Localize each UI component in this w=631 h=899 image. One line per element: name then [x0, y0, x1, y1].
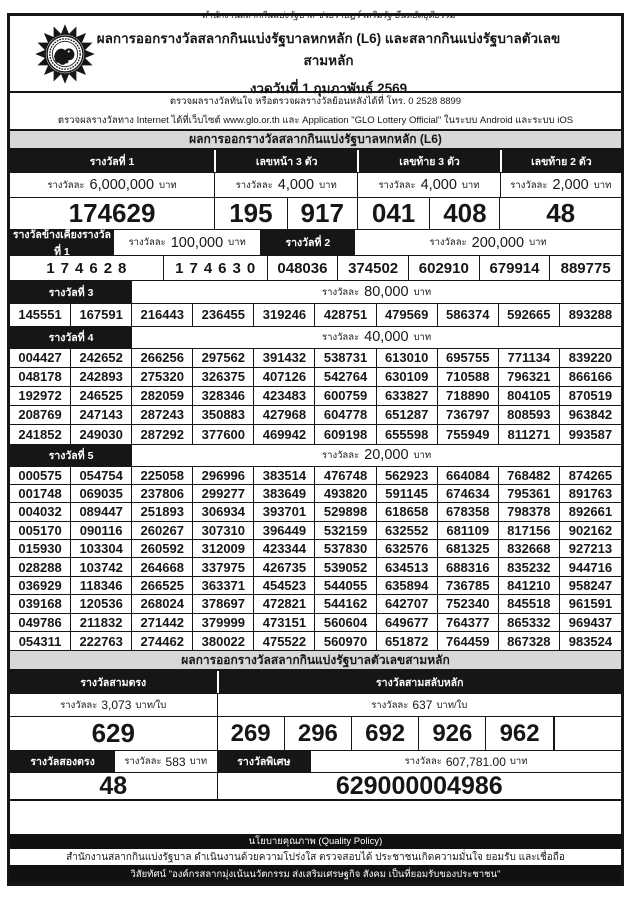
prize-number: 307310: [193, 522, 254, 540]
prize-number: 469942: [254, 425, 315, 444]
prize-number: 866166: [560, 368, 621, 387]
prize-number: 275320: [132, 368, 193, 387]
prize-number: 090116: [71, 522, 132, 540]
prize-number: 613010: [377, 349, 438, 368]
prize-number: 120536: [71, 595, 132, 613]
prize-number: 600759: [315, 387, 376, 406]
prize-number: 651872: [377, 632, 438, 650]
special-prize-amount: รางวัลละ 607,781.00 บาท: [311, 751, 621, 772]
prize-number: 892661: [560, 503, 621, 521]
prize-number: 222763: [71, 632, 132, 650]
prize-number: 642707: [377, 595, 438, 613]
prize-number: 845518: [499, 595, 560, 613]
prize-number: 383514: [254, 467, 315, 485]
prize-number: 736785: [438, 577, 499, 595]
prize-number: 269: [218, 717, 285, 750]
prize-number: 426735: [254, 558, 315, 576]
prize-number: 718890: [438, 387, 499, 406]
prize-number: 296: [285, 717, 352, 750]
prize-number: 103742: [71, 558, 132, 576]
prize-number: 001748: [10, 485, 71, 503]
prize-number: 396449: [254, 522, 315, 540]
prize-number: 015930: [10, 540, 71, 558]
prize-number: 710588: [438, 368, 499, 387]
prize-number: 103304: [71, 540, 132, 558]
prize-number: 808593: [499, 406, 560, 425]
prize-number: 832668: [499, 540, 560, 558]
prize-number: 048036: [268, 256, 339, 280]
prize-number: 287243: [132, 406, 193, 425]
prize-number: 377600: [193, 425, 254, 444]
prize-number: 927213: [560, 540, 621, 558]
front3-label: เลขหน้า 3 ตัว: [214, 150, 357, 172]
prize-number: 681325: [438, 540, 499, 558]
adjacent-prize-amount: รางวัลละ 100,000 บาท: [114, 230, 261, 255]
prize-number: 299277: [193, 485, 254, 503]
prize-number: 264668: [132, 558, 193, 576]
prize-number: 768482: [499, 467, 560, 485]
prize-number: 236455: [193, 304, 254, 326]
straight3-amount: รางวัลละ 3,073 บาท/ใบ: [60, 698, 167, 713]
prize-number: 529898: [315, 503, 376, 521]
special-prize-label: รางวัลพิเศษ: [217, 751, 312, 772]
prize-number: 427968: [254, 406, 315, 425]
prize-number: 145551: [10, 304, 71, 326]
n3-section-title: ผลการออกรางวัลสลากกินแบ่งรัฐบาลตัวเลขสามหลัก: [10, 651, 621, 671]
first-prize-amount: รางวัลละ 6,000,000 บาท: [47, 177, 177, 193]
third-prize-numbers: [10, 304, 621, 327]
prize-number: 493820: [315, 485, 376, 503]
last3-number-2: 408: [429, 198, 499, 229]
adjacent-number-2: 174630: [163, 256, 267, 280]
prize-number: 630109: [377, 368, 438, 387]
last2-number: 48: [499, 198, 621, 229]
front3-number-2: 917: [287, 198, 357, 229]
prize-number: 069035: [71, 485, 132, 503]
prize-number: 764377: [438, 614, 499, 632]
prize-number: 649677: [377, 614, 438, 632]
third-prize-amount: รางวัลละ 80,000 บาท: [322, 284, 432, 300]
prize-number: 306934: [193, 503, 254, 521]
prize-number: 378697: [193, 595, 254, 613]
prize-number: 472821: [254, 595, 315, 613]
prize-number: 000575: [10, 467, 71, 485]
prize-number: 893288: [568, 307, 613, 323]
prize-number: 476748: [315, 467, 376, 485]
prize-number: 891763: [560, 485, 621, 503]
prize-number: 958247: [560, 577, 621, 595]
first-prize-number: 174629: [68, 198, 156, 228]
prize-number: 326375: [193, 368, 254, 387]
prize-number: 423344: [254, 540, 315, 558]
prize-number: 208769: [10, 406, 71, 425]
second-prize-label: รางวัลที่ 2: [260, 230, 355, 255]
fifth-prize-amount: รางวัลละ 20,000 บาท: [322, 447, 432, 463]
prize-number: 969437: [560, 614, 621, 632]
prize-number: 632576: [377, 540, 438, 558]
prize-number: 296996: [193, 467, 254, 485]
prize-number: 841210: [499, 577, 560, 595]
fifth-prize-header-row: [10, 445, 621, 467]
prize-number: 004032: [10, 503, 71, 521]
prize-number: 771134: [499, 349, 560, 368]
prize-number: 651287: [377, 406, 438, 425]
permuted3-amount: รางวัลละ 637 บาท/ใบ: [217, 694, 621, 716]
prize-number: 039168: [10, 595, 71, 613]
prize-number: 736797: [438, 406, 499, 425]
n3-amount-row: [10, 694, 621, 717]
prize-number: 811271: [499, 425, 560, 444]
glo-emblem-icon: [34, 23, 96, 85]
page-frame: [7, 10, 624, 886]
quality-policy-text: สำนักงานสลากกินแบ่งรัฐบาล ดำเนินงานด้วยความโปร่งใส ตรวจสอบได้ ประชาชนเกิดความมั่นใจ ยอมรับ และเชื่อถือ: [66, 851, 565, 863]
prize-number: 962: [486, 717, 553, 750]
prize-number: 695755: [438, 349, 499, 368]
straight3-label: รางวัลสามตรง: [10, 671, 217, 693]
straight2-special-numbers-row: [10, 773, 621, 801]
prize-number: 681109: [438, 522, 499, 540]
prize-number: 454523: [254, 577, 315, 595]
prize-number: 944716: [560, 558, 621, 576]
prize-number: 798378: [499, 503, 560, 521]
prize-number: 963842: [560, 406, 621, 425]
prize-number: 539052: [315, 558, 376, 576]
second-prize-numbers: [267, 256, 621, 280]
fifth-prize-label: รางวัลที่ 5: [10, 445, 132, 466]
prize-number: 054311: [10, 632, 71, 650]
prize-number: 374502: [338, 256, 409, 280]
prize-number: 036929: [10, 577, 71, 595]
prize-number: 560970: [315, 632, 376, 650]
last3-number-1: 041: [357, 198, 430, 229]
fifth-prize-numbers: [10, 467, 621, 652]
prize-number: 692: [352, 717, 419, 750]
prize-number: 028288: [10, 558, 71, 576]
fourth-prize-numbers: [10, 349, 621, 445]
header-text: [96, 8, 611, 99]
prize-number: 679914: [480, 256, 551, 280]
prize-number: 764459: [438, 632, 499, 650]
n3-numbers-row: [10, 717, 621, 751]
prize-number: 537830: [315, 540, 376, 558]
prize-number: 544162: [315, 595, 376, 613]
prize-number: 674634: [438, 485, 499, 503]
prize-number: 752340: [438, 595, 499, 613]
straight3-number: 629: [91, 718, 135, 749]
prize-number: 241852: [10, 425, 71, 444]
prize-number: 407126: [254, 368, 315, 387]
prize-number: 961591: [560, 595, 621, 613]
first-prize-label: รางวัลที่ 1: [10, 150, 214, 172]
prize-number: 363371: [193, 577, 254, 595]
prize-number: 544055: [315, 577, 376, 595]
prize-number: 591145: [377, 485, 438, 503]
prize-number: 246525: [71, 387, 132, 406]
prize-number: 562923: [377, 467, 438, 485]
prize-number: 926: [419, 717, 486, 750]
prize-number: 237806: [132, 485, 193, 503]
prize-number: 287292: [132, 425, 193, 444]
prize-number: 297562: [193, 349, 254, 368]
prize-number: 266525: [132, 577, 193, 595]
prize-number: 225058: [132, 467, 193, 485]
prize-number: 328346: [193, 387, 254, 406]
prize-number: 804105: [499, 387, 560, 406]
draw-date: งวดวันที่ 1 กุมภาพันธ์ 2569: [249, 81, 408, 96]
prize-number: 350883: [193, 406, 254, 425]
prize-number: 260267: [132, 522, 193, 540]
adjacent-second-numbers-row: [10, 256, 621, 281]
prize-number: 865332: [499, 614, 560, 632]
prize-number: 618658: [377, 503, 438, 521]
permuted3-numbers: [218, 717, 554, 750]
permuted3-empty-cell: [554, 717, 621, 750]
n3-header-row: [10, 671, 621, 694]
prize-number: 874265: [560, 467, 621, 485]
prize-number: 242893: [71, 368, 132, 387]
prize-number: 632552: [377, 522, 438, 540]
prize-number: 604778: [315, 406, 376, 425]
prize-number: 655598: [377, 425, 438, 444]
last2-label: เลขท้าย 2 ตัว: [500, 150, 621, 172]
header: [10, 10, 621, 96]
straight2-amount: รางวัลละ 583 บาท: [115, 751, 216, 772]
page-title: ผลการออกรางวัลสลากกินแบ่งรัฐบาลหกหลัก (L6) และสลากกินแบ่งรัฐบาลตัวเลขสามหลัก: [96, 31, 561, 68]
prize-number: 867328: [499, 632, 560, 650]
last3-label: เลขท้าย 3 ตัว: [357, 150, 499, 172]
prize-number: 678358: [438, 503, 499, 521]
prize-number: 271442: [132, 614, 193, 632]
prize-number: 249030: [71, 425, 132, 444]
prize-number: 428751: [315, 304, 376, 326]
fourth-prize-amount: รางวัลละ 40,000 บาท: [322, 329, 432, 345]
prize-number: 889775: [560, 259, 611, 277]
l6-prize-header-row: [10, 150, 621, 173]
prize-number: 379999: [193, 614, 254, 632]
straight2-number: 48: [99, 771, 128, 800]
adjacent-second-header-row: [10, 230, 621, 256]
prize-number: 192972: [10, 387, 71, 406]
blank-strip: [10, 801, 621, 834]
prize-number: 393701: [254, 503, 315, 521]
info-line-internet: ตรวจผลรางวัลทาง Internet ได้ที่เว็บไซต์ www.glo.or.th และ Application "GLO Lottery Official" ในระบบ Android และระบบ iOS: [57, 115, 574, 126]
prize-number: 479569: [377, 304, 438, 326]
prize-number: 167591: [71, 304, 132, 326]
last3-amount: รางวัลละ 4,000 บาท: [357, 173, 499, 197]
prize-number: 005170: [10, 522, 71, 540]
prize-number: 902162: [560, 522, 621, 540]
prize-number: 260592: [132, 540, 193, 558]
adjacent-number-1: 174628: [46, 259, 133, 277]
prize-number: 993587: [568, 426, 613, 442]
prize-number: 118346: [71, 577, 132, 595]
adjacent-prize-label: รางวัลข้างเคียงรางวัลที่ 1: [10, 230, 114, 255]
prize-number: 532159: [315, 522, 376, 540]
info-line-phone: ตรวจผลรางวัลทันใจ หรือตรวจผลรางวัลย้อนหลังได้ที่ โทร. 0 2528 8899: [169, 96, 462, 107]
permuted3-numbers-block: [217, 717, 621, 750]
prize-number: 839220: [560, 349, 621, 368]
prize-number: 817156: [499, 522, 560, 540]
prize-number: 274462: [132, 632, 193, 650]
prize-number: 664084: [438, 467, 499, 485]
prize-number: 633827: [377, 387, 438, 406]
prize-number: 054754: [71, 467, 132, 485]
prize-number: 282059: [132, 387, 193, 406]
l6-section-title: ผลการออกรางวัลสลากกินแบ่งรัฐบาลหกหลัก (L6): [10, 131, 621, 150]
second-prize-amount: รางวัลละ 200,000 บาท: [355, 230, 621, 255]
prize-number: 337975: [193, 558, 254, 576]
prize-number: 755949: [438, 425, 499, 444]
prize-number: 795361: [499, 485, 560, 503]
third-prize-label: รางวัลที่ 3: [10, 281, 132, 303]
front3-number-1: 195: [214, 198, 287, 229]
prize-number: 870519: [560, 387, 621, 406]
prize-number: 602910: [409, 256, 480, 280]
prize-number: 247143: [71, 406, 132, 425]
straight2-label: รางวัลสองตรง: [10, 751, 115, 772]
check-info: [10, 93, 621, 131]
agency-motto: สำนักงานสลากกินแบ่งรัฐบาล ช่วยราษฎร์ เสริมรัฐ ยืนหยัดยุติธรรม: [201, 10, 456, 20]
prize-number: 560604: [315, 614, 376, 632]
prize-number: 048178: [10, 368, 71, 387]
third-prize-header-row: [10, 281, 621, 304]
prize-number: 835232: [499, 558, 560, 576]
prize-number: 635894: [377, 577, 438, 595]
last2-amount: รางวัลละ 2,000 บาท: [500, 173, 621, 197]
prize-number: 473151: [254, 614, 315, 632]
prize-number: 383649: [254, 485, 315, 503]
prize-number: 319246: [254, 304, 315, 326]
prize-number: 983524: [568, 633, 613, 649]
prize-number: 266256: [132, 349, 193, 368]
quality-policy-title-bar: นโยบายคุณภาพ (Quality Policy): [10, 834, 621, 849]
prize-number: 542764: [315, 368, 376, 387]
prize-number: 216443: [132, 304, 193, 326]
prize-number: 796321: [499, 368, 560, 387]
prize-number: 586374: [438, 304, 499, 326]
permuted3-label: รางวัลสามสลับหลัก: [217, 671, 621, 693]
prize-number: 004427: [10, 349, 71, 368]
prize-number: 688316: [438, 558, 499, 576]
prize-number: 312009: [193, 540, 254, 558]
fourth-prize-label: รางวัลที่ 4: [10, 327, 132, 348]
fourth-prize-header-row: [10, 327, 621, 349]
vision-bar: วิสัยทัศน์ "องค์กรสลากมุ่งเน้นนวัตกรรม ส่งเสริมเศรษฐกิจ สังคม เป็นที่ยอมรับของประชาชน": [10, 865, 621, 883]
prize-number: 475522: [254, 632, 315, 650]
prize-number: 609198: [315, 425, 376, 444]
front3-amount: รางวัลละ 4,000 บาท: [214, 173, 357, 197]
prize-number: 634513: [377, 558, 438, 576]
prize-number: 538731: [315, 349, 376, 368]
prize-number: 391432: [254, 349, 315, 368]
l6-prize-amount-row: [10, 173, 621, 198]
straight2-special-header-row: [10, 751, 621, 773]
special-prize-number: 629000004986: [217, 773, 621, 799]
prize-number: 089447: [71, 503, 132, 521]
prize-number: 211832: [71, 614, 132, 632]
prize-number: 423483: [254, 387, 315, 406]
prize-number: 380022: [193, 632, 254, 650]
prize-number: 049786: [10, 614, 71, 632]
prize-number: 242652: [71, 349, 132, 368]
prize-number: 592665: [499, 304, 560, 326]
prize-number: 268024: [132, 595, 193, 613]
prize-number: 251893: [132, 503, 193, 521]
